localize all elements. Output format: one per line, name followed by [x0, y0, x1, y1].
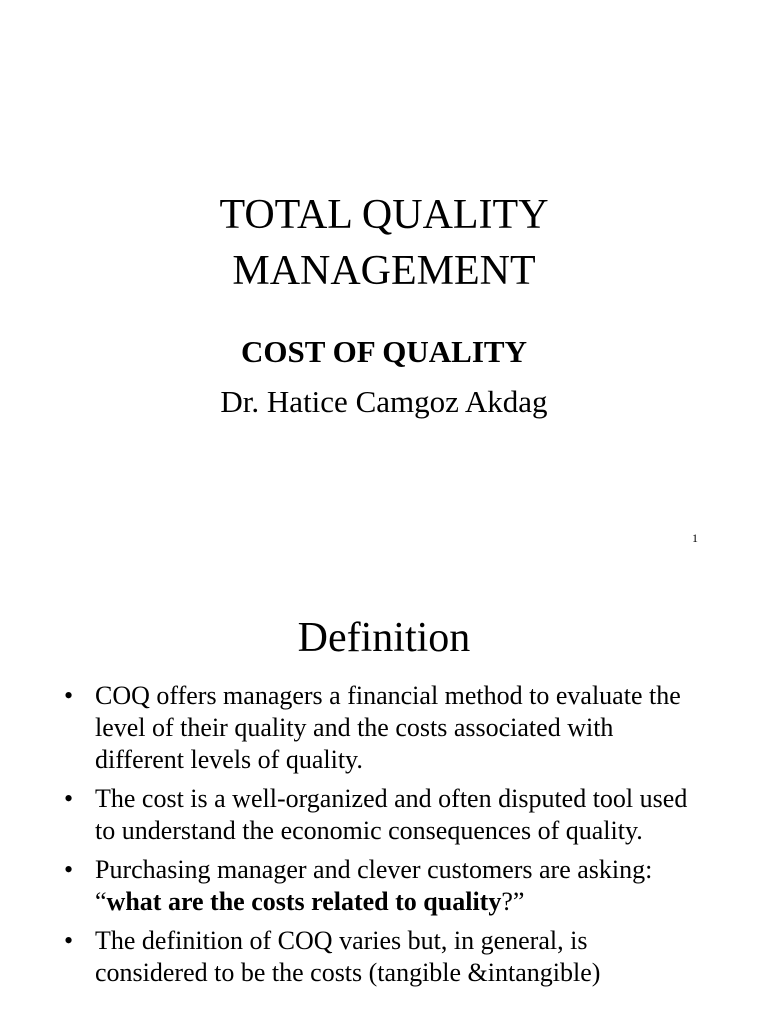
bullet-icon: •: [64, 926, 74, 955]
bullet-icon: •: [64, 784, 74, 813]
bullet-list: [62, 680, 702, 996]
bullet-icon: •: [64, 855, 74, 884]
bullet-item: [62, 925, 702, 989]
bullet-icon: •: [64, 681, 74, 710]
bullet-item: [62, 783, 702, 847]
bullet-text: COQ offers managers a financial method to evaluate the level of their quality and the costs associated with different levels of quality.: [95, 681, 681, 774]
bullet-text: The cost is a well-organized and often disputed tool used to understand the economic consequences of quality.: [95, 784, 688, 845]
bullet-item: [62, 854, 702, 918]
title-line-2: MANAGEMENT: [232, 248, 536, 294]
slide-heading: Definition: [297, 615, 471, 661]
definition-slide: [0, 575, 768, 1024]
subtitle: COST OF QUALITY: [241, 334, 527, 369]
page-number: 1: [692, 531, 698, 545]
bullet-text-start: Purchasing manager and clever customers are asking: “: [95, 855, 653, 916]
bullet-text-end: ?”: [501, 887, 525, 916]
bullet-text-emphasis: what are the costs related to quality: [106, 887, 502, 916]
title-line-1: TOTAL QUALITY: [219, 192, 549, 238]
bullet-text: The definition of COQ varies but, in general, is considered to be the costs (tangible &intangible): [95, 926, 601, 987]
author-name: Dr. Hatice Camgoz Akdag: [220, 384, 548, 419]
bullet-item: [62, 680, 702, 776]
